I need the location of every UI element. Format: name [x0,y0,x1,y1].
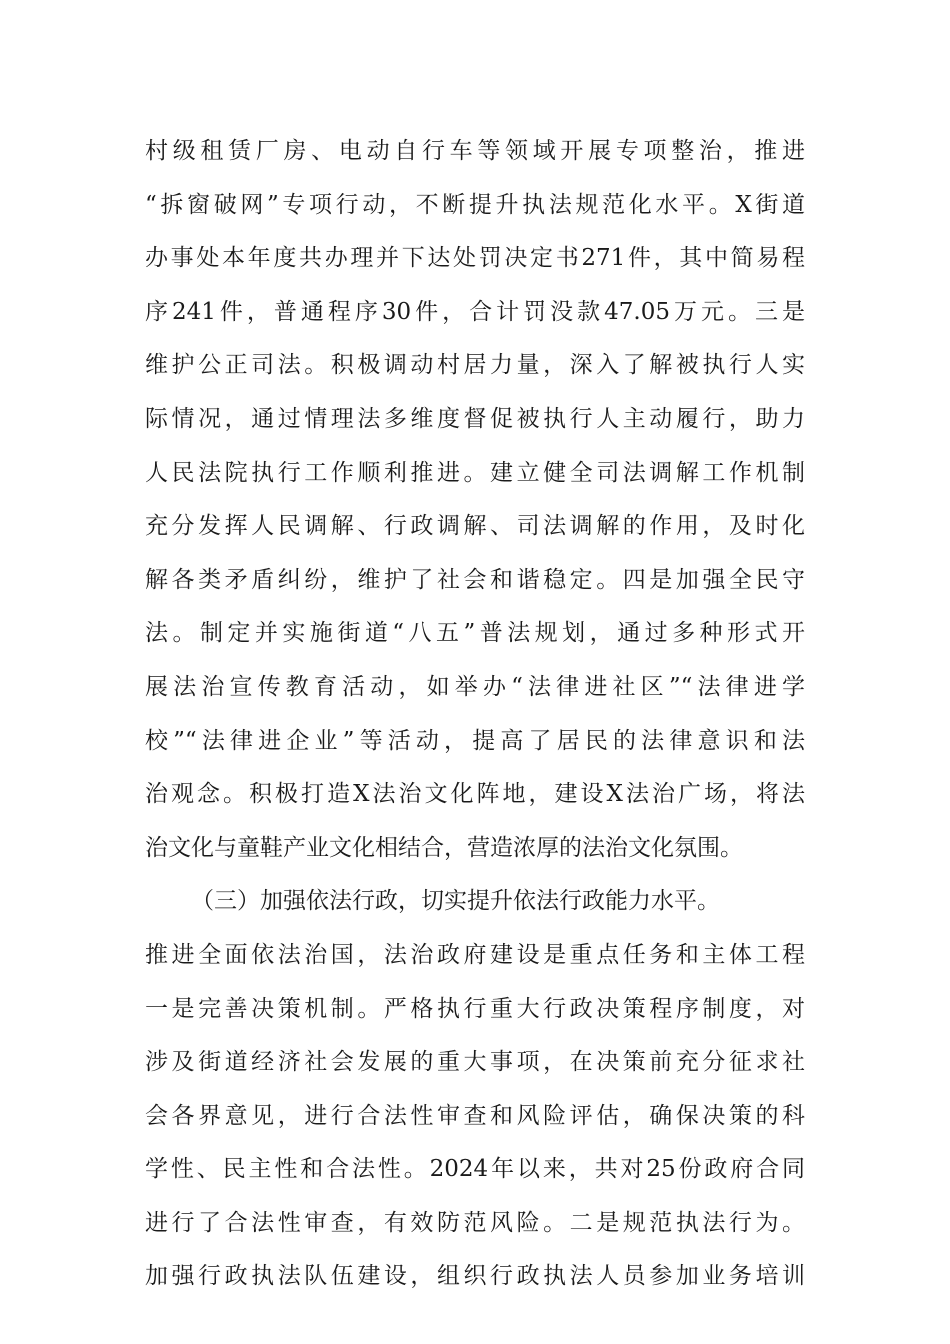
text-line: 维护公正司法。积极调动村居力量，深入了解被执行人实 [145,352,805,379]
text-line: 法。制定并实施街道“八五”普法规划，通过多种形式开 [145,620,805,647]
text-line: 一是完善决策机制。严格执行重大行政决策程序制度，对 [145,995,805,1022]
text-line: 人民法院执行工作顺利推进。建立健全司法调解工作机制 [145,459,805,486]
text-line: 涉及街道经济社会发展的重大事项，在决策前充分征求社 [145,1049,805,1076]
text-line: 会各界意见，进行合法性审查和风险评估，确保决策的科 [145,1102,805,1129]
text-line: 展法治宣传教育活动，如举办“法律进社区”“法律进学 [145,673,805,700]
text-line: 校”“法律进企业”等活动，提高了居民的法律意识和法 [145,727,805,754]
text-line: 进行了合法性审查，有效防范风险。二是规范执法行为。 [145,1209,805,1236]
text-line: 解各类矛盾纠纷，维护了社会和谐稳定。四是加强全民守 [145,566,805,593]
text-line: 推进全面依法治国，法治政府建设是重点任务和主体工程 [145,941,805,968]
text-line: 序241件，普通程序30件，合计罚没款47.05万元。三是 [145,298,805,325]
text-line: 治观念。积极打造X法治文化阵地，建设X法治广场，将法 [145,781,805,808]
body-text [145,125,805,1304]
text-line: 际情况，通过情理法多维度督促被执行人主动履行，助力 [145,405,805,432]
text-line: 加强行政执法队伍建设，组织行政执法人员参加业务培训 [145,1263,805,1290]
text-line: 充分发挥人民调解、行政调解、司法调解的作用，及时化 [145,513,805,540]
text-line: 办事处本年度共办理并下达处罚决定书271件，其中简易程 [145,245,805,272]
section-heading: （三）加强依法行政，切实提升依法行政能力水平。 [191,888,720,915]
text-line: 学性、民主性和合法性。2024年以来，共对25份政府合同 [145,1156,805,1183]
text-line: “拆窗破网”专项行动，不断提升执法规范化水平。X街道 [145,191,805,218]
text-line: 村级租赁厂房、电动自行车等领域开展专项整治，推进 [145,138,805,164]
paragraph-end-line: 治文化与童鞋产业文化相结合，营造浓厚的法治文化氛围。 [145,834,743,861]
